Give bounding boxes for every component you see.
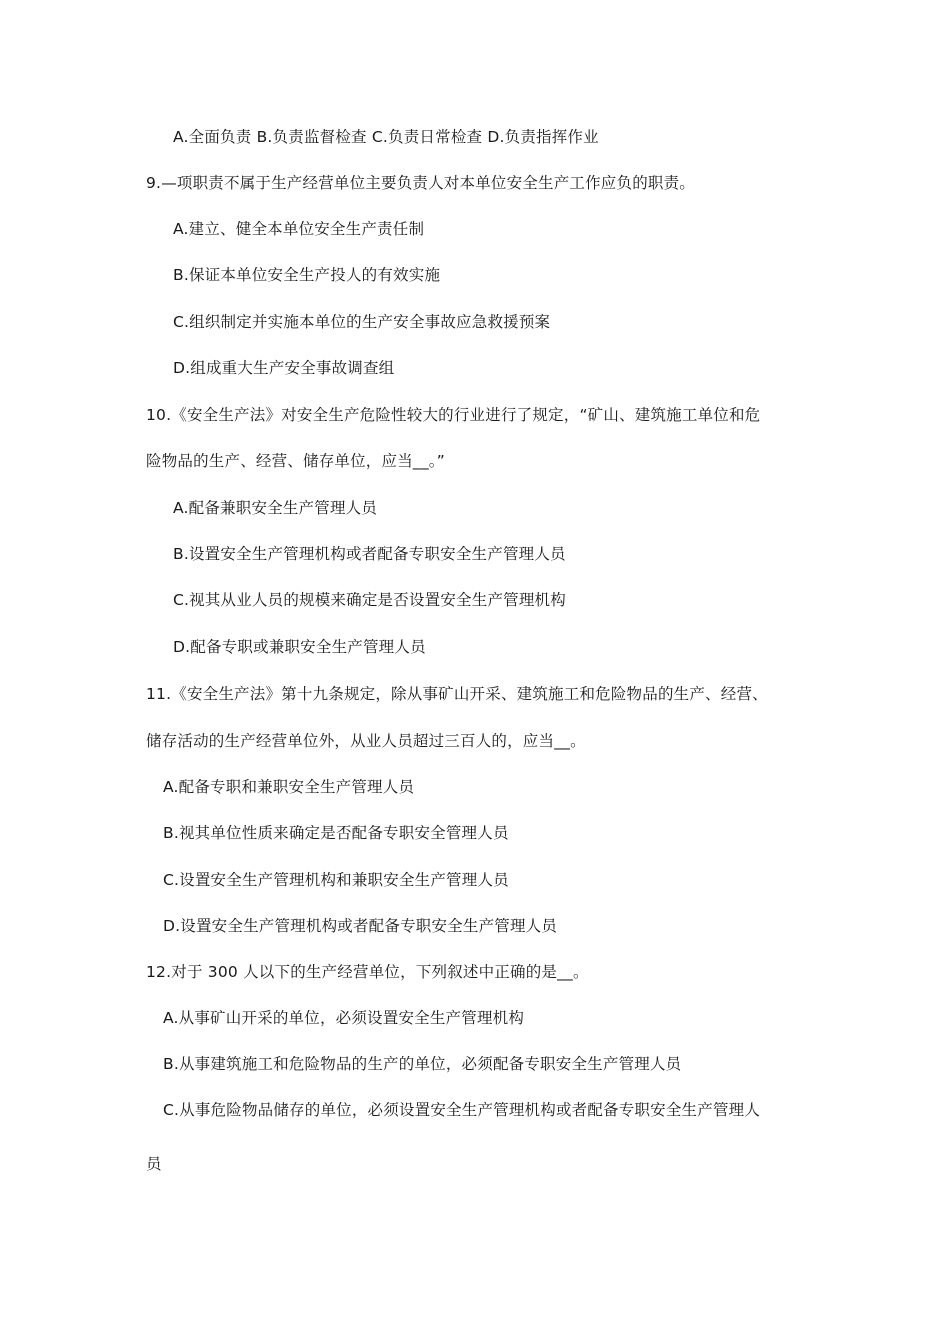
q11-question-line2: 储存活动的生产经营单位外，从业人员超过三百人的，应当__。: [146, 732, 586, 750]
q9-option-d: D.组成重大生产安全事故调查组: [173, 359, 395, 377]
q12-option-a: A.从事矿山开采的单位，必须设置安全生产管理机构: [163, 1009, 525, 1027]
q8-options-line: A.全面负责 B.负责监督检查 C.负责日常检查 D.负责指挥作业: [173, 128, 599, 146]
q10-option-b: B.设置安全生产管理机构或者配备专职安全生产管理人员: [173, 545, 566, 563]
q11-question-line1: 11.《安全生产法》第十九条规定，除从事矿山开采、建筑施工和危险物品的生产、经营、: [146, 685, 768, 703]
q12-question: 12.对于 300 人以下的生产经营单位，下列叙述中正确的是__。: [146, 963, 589, 981]
q11-option-a: A.配备专职和兼职安全生产管理人员: [163, 778, 415, 796]
q10-question-line2: 险物品的生产、经营、储存单位，应当__。”: [146, 452, 445, 470]
q11-option-b: B.视其单位性质来确定是否配备专职安全管理人员: [163, 824, 509, 842]
q12-option-c-line1: C.从事危险物品储存的单位，必须设置安全生产管理机构或者配备专职安全生产管理人: [163, 1101, 761, 1119]
q11-option-d: D.设置安全生产管理机构或者配备专职安全生产管理人员: [163, 917, 558, 935]
q10-option-a: A.配备兼职安全生产管理人员: [173, 499, 378, 517]
q10-question-line1: 10.《安全生产法》对安全生产危险性较大的行业进行了规定，“矿山、建筑施工单位和危: [146, 406, 761, 424]
q10-option-d: D.配备专职或兼职安全生产管理人员: [173, 638, 426, 656]
q9-option-b: B.保证本单位安全生产投人的有效实施: [173, 266, 441, 284]
q12-option-b: B.从事建筑施工和危险物品的生产的单位，必须配备专职安全生产管理人员: [163, 1055, 682, 1073]
q10-option-c: C.视其从业人员的规模来确定是否设置安全生产管理机构: [173, 591, 566, 609]
q9-option-c: C.组织制定并实施本单位的生产安全事故应急救援预案: [173, 313, 551, 331]
q9-question: 9.—项职责不属于生产经营单位主要负责人对本单位安全生产工作应负的职责。: [146, 174, 695, 192]
q11-option-c: C.设置安全生产管理机构和兼职安全生产管理人员: [163, 871, 509, 889]
q12-option-c-line2: 员: [146, 1155, 162, 1173]
q9-option-a: A.建立、健全本单位安全生产责任制: [173, 220, 425, 238]
